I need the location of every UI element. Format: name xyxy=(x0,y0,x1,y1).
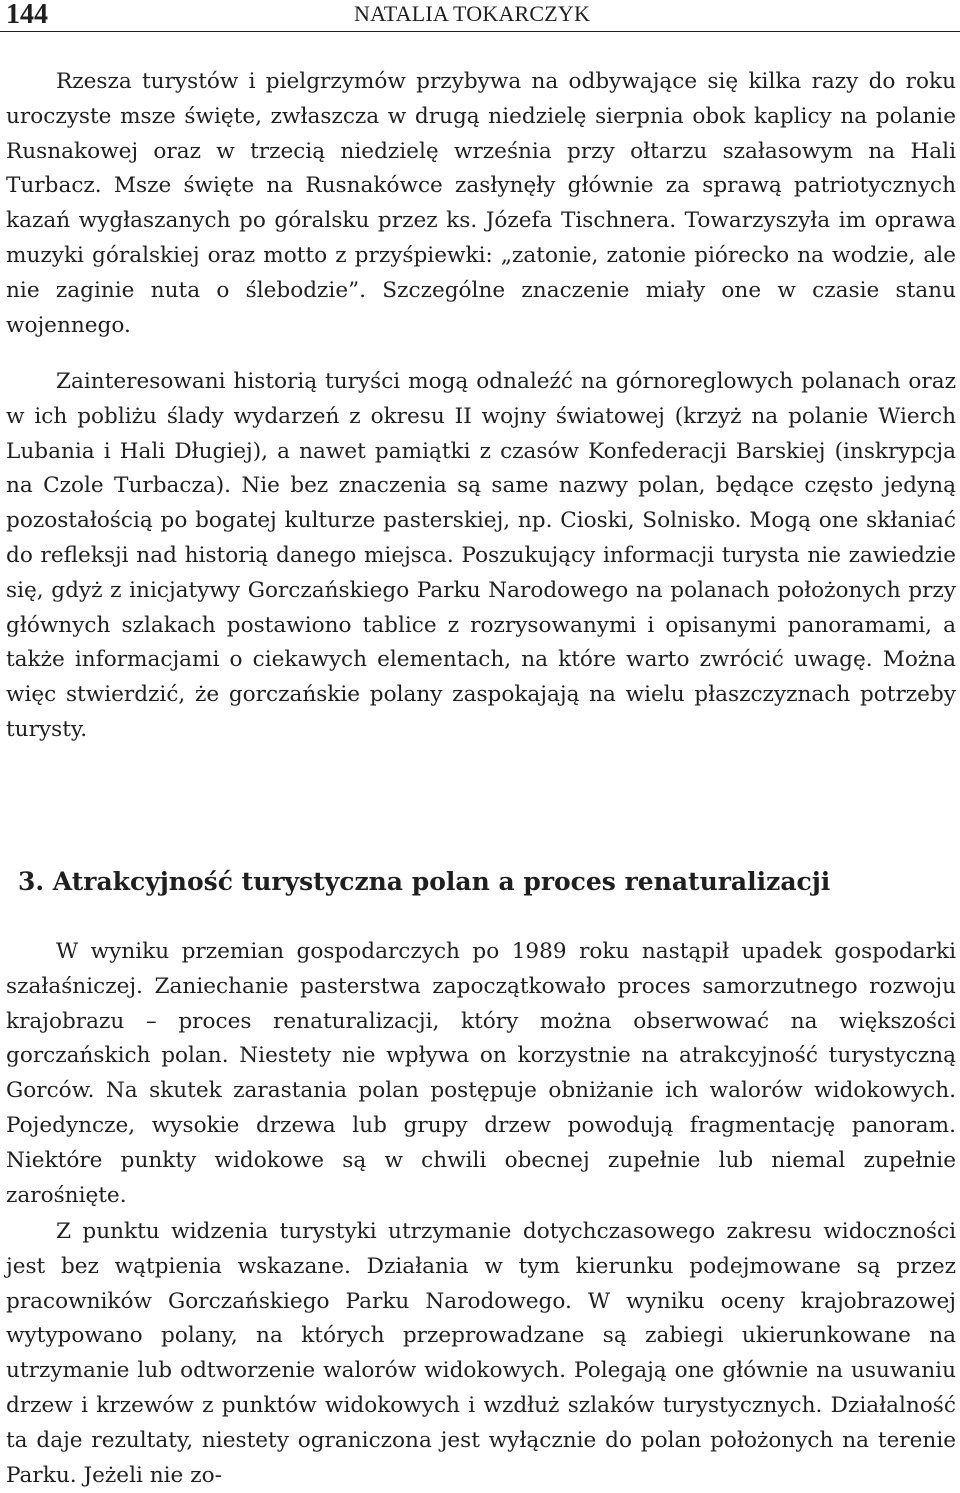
body-block-3 xyxy=(6,935,956,1213)
body-paragraph-3: W wyniku przemian gospodarczych po 1989 roku nastąpił upadek gospodarki szałaśniczej. Zaniechanie pasterstwa zapoczątkowało proces samorzutnego rozwoju krajobrazu – proces renaturalizacji, który można obserwować na większości gorczańskich polan. Niestety nie wpływa on korzystnie na atrakcyjność turystyczną Gorców. Na skutek zarastania polan postępuje obniżanie ich walorów widokowych. Pojedyncze, wysokie drzewa lub grupy drzew powodują fragmentację panoram. Niektóre punkty widokowe są w chwili obecnej zupełnie lub niemal zupełnie zarośnięte. xyxy=(6,939,956,1208)
running-head-author: NATALIA TOKARCZYK xyxy=(354,1,591,26)
header-rule xyxy=(0,31,960,32)
body-block-4 xyxy=(6,1215,956,1493)
section-heading: 3. Atrakcyjność turystyczna polan a proces renaturalizacji xyxy=(18,867,831,896)
page-header xyxy=(0,0,960,34)
body-block-2 xyxy=(6,365,956,748)
body-block-1 xyxy=(6,65,956,343)
page-number: 144 xyxy=(6,0,48,30)
body-paragraph-4: Z punktu widzenia turystyki utrzymanie dotychczasowego zakresu widoczności jest bez wątpienia wskazane. Działania w tym kierunku podejmowane są przez pracowników Gorczańskiego Parku Narodowego. W wyniku oceny krajobrazowej wytypowano polany, na których przeprowadzane są zabiegi ukierunkowane na utrzymanie lub odtworzenie walorów widokowych. Polegają one głównie na usuwaniu drzew i krzewów z punktów widokowych i wzdłuż szlaków turystycznych. Działalność ta daje rezultaty, niestety ograniczona jest wyłącznie do polan położonych na terenie Parku. Jeżeli nie zo- xyxy=(6,1219,956,1488)
body-paragraph-2: Zainteresowani historią turyści mogą odnaleźć na górnoreglowych polanach oraz w ich pobliżu ślady wydarzeń z okresu II wojny światowej (krzyż na polanie Wierch Lubania i Hali Długiej), a nawet pamiątki z czasów Konfederacji Barskiej (inskrypcja na Czole Turbacza). Nie bez znaczenia są same nazwy polan, będące często jedyną pozostałością po bogatej kulturze pasterskiej, np. Cioski, Solnisko. Mogą one skłaniać do refleksji nad historią danego miejsca. Poszukujący informacji turysta nie zawiedzie się, gdyż z inicjatywy Gorczańskiego Parku Narodowego na polanach położonych przy głównych szlakach postawiono tablice z rozrysowanymi i opisanymi panoramami, a także informacjami o ciekawych elementach, na które warto zwrócić uwagę. Można więc stwierdzić, że gorczańskie polany zaspokajają na wielu płaszczyznach potrzeby turysty. xyxy=(6,369,956,742)
body-paragraph-1: Rzesza turystów i pielgrzymów przybywa na odbywające się kilka razy do roku uroczyste msze święte, zwłaszcza w drugą niedzielę sierpnia obok kaplicy na polanie Rusnakowej oraz w trzecią niedzielę września przy ołtarzu szałasowym na Hali Turbacz. Msze święte na Rusnakówce zasłynęły głównie za sprawą patriotycznych kazań wygłaszanych po góralsku przez ks. Józefa Tischnera. Towarzyszyła im oprawa muzyki góralskiej oraz motto z przyśpiewki: „zatonie, zatonie piórecko na wodzie, ale nie zaginie nuta o ślebodzie”. Szczególne znaczenie miały one w czasie stanu wojennego. xyxy=(6,69,956,338)
